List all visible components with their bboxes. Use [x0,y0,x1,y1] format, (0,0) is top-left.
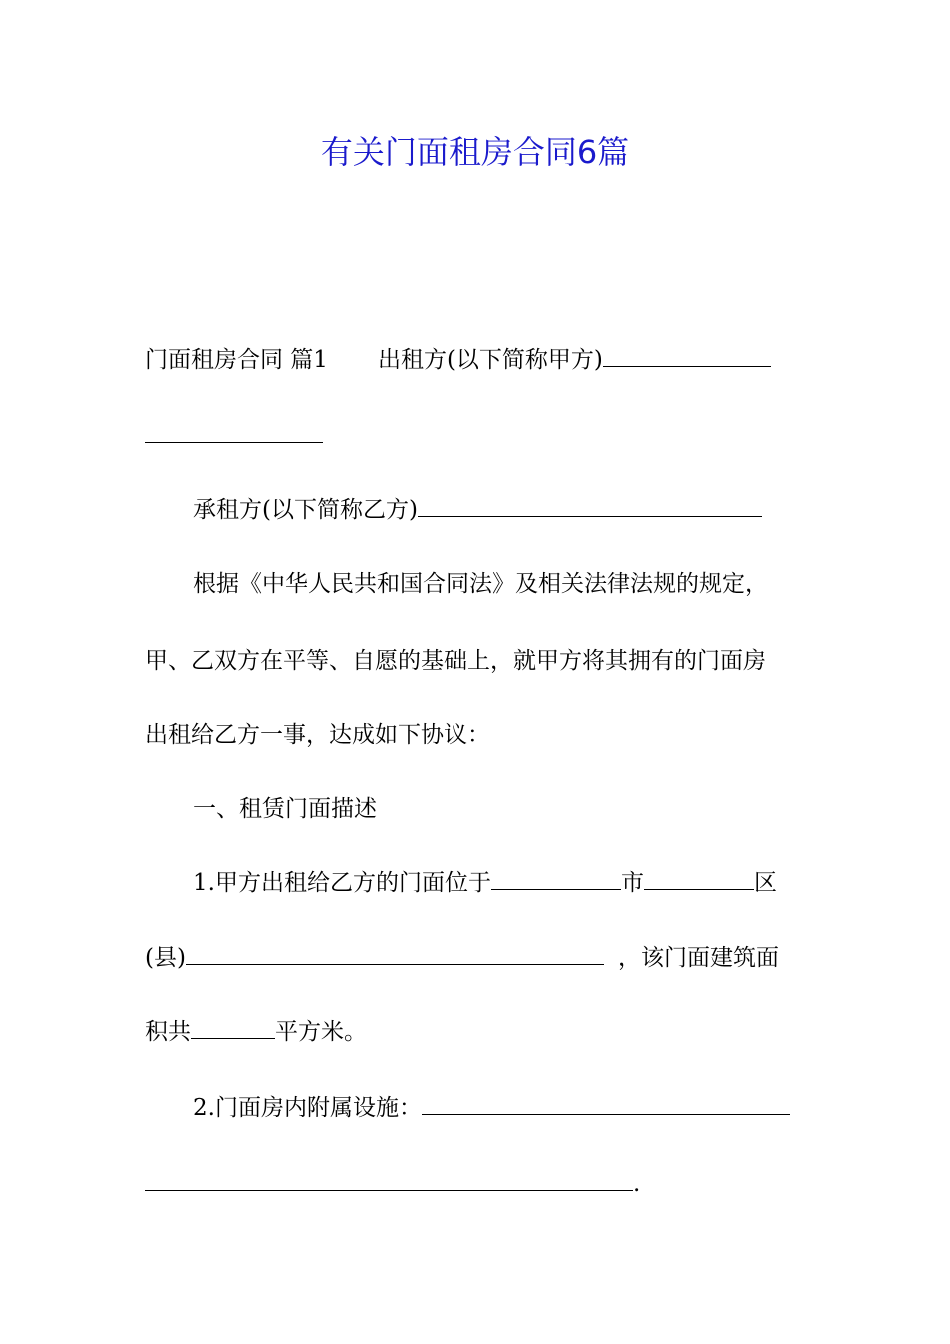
lessee-line [193,494,762,526]
document-title: 有关门面租房合同6篇 [320,133,630,171]
item-1-city: 市 [620,870,644,896]
lessor-label: 出租方(以下简称甲方) [377,347,603,373]
facilities-blank [422,1092,790,1115]
item-1-area-prefix: 积共 [145,1019,191,1045]
lessor-blank-continued [145,420,323,443]
section-1-heading: 一、租赁门面描述 [193,796,377,822]
item-1-line-2 [145,942,779,974]
item-1-prefix: 1.甲方出租给乙方的门面位于 [193,870,491,896]
lessor-blank [603,344,771,367]
district-blank [644,867,754,890]
para1-line-3: 出租给乙方一事，达成如下协议： [145,722,490,748]
item-1-district: 区 [753,870,777,896]
facilities-blank-continued [145,1168,633,1191]
item-1-line-1 [193,867,777,899]
para1-line-2: 甲、乙双方在平等、自愿的基础上，就甲方将其拥有的门面房 [145,648,766,674]
lessee-label: 承租方(以下简称乙方) [193,497,418,523]
contract-heading: 门面租房合同 篇1 [145,347,328,373]
lessee-blank [418,494,762,517]
item-1-line-3 [145,1016,367,1048]
item-2-label: 2.门面房内附属设施： [193,1095,422,1121]
lessor-blank-continued-line [145,420,323,452]
item-2-end: . [633,1171,641,1197]
item-1-area-text: ，该门面建筑面 [617,945,779,971]
item-1-county: (县) [145,945,186,971]
para1-line-1: 根据《中华人民共和国合同法》及相关法律法规的规定， [193,571,768,597]
item-1-area-unit: 平方米。 [275,1019,367,1045]
city-blank [491,867,621,890]
area-blank [191,1016,275,1039]
item-2-line-2 [145,1168,640,1200]
county-blank [186,942,604,965]
item-2-line-1 [193,1092,790,1124]
heading-line [145,344,771,376]
